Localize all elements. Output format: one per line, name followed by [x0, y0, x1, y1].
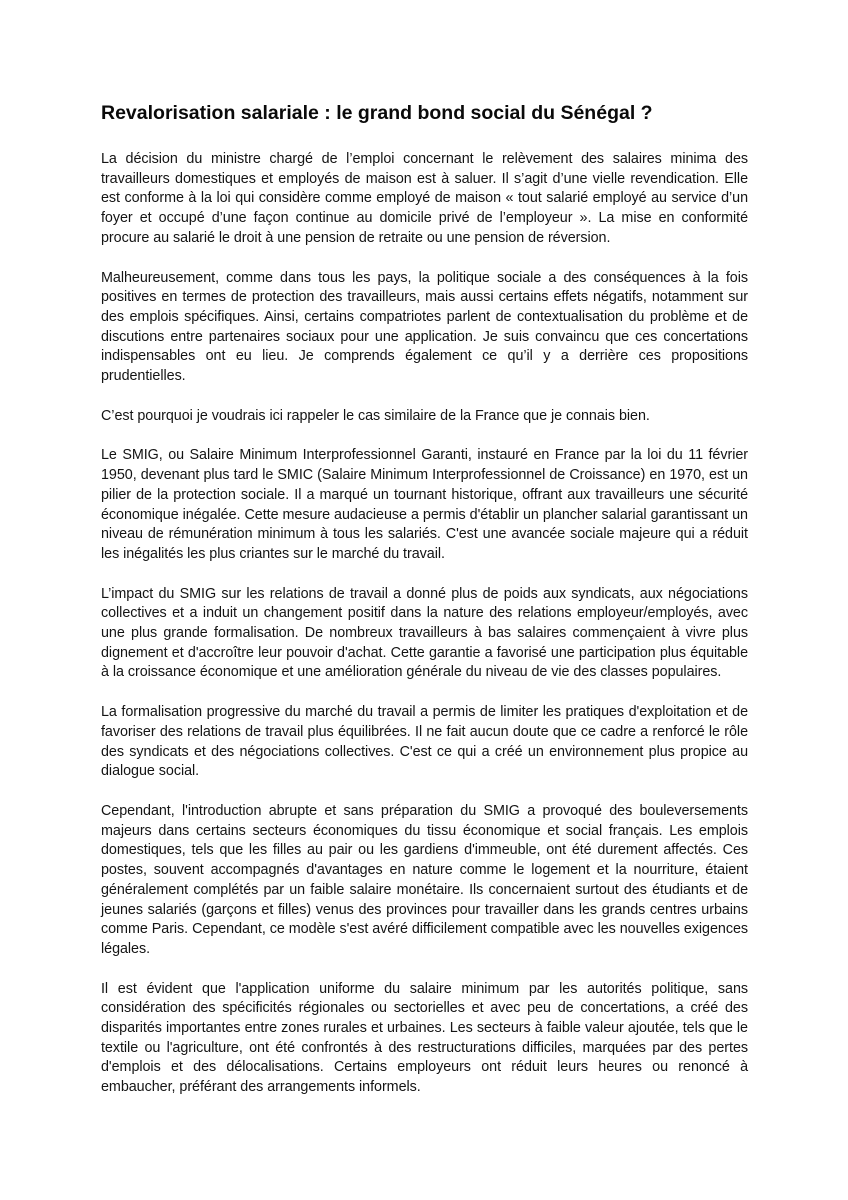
paragraph-6: La formalisation progressive du marché du travail a permis de limiter les pratiques d'exploitation et de favoriser des relations de travail plus équilibrées. Il ne fait aucun doute que ce cadre a renforcé le rôle des syndicats et des négociations collectives. C'est ce qui a créé un environnement plus propice au dialogue social. [101, 704, 748, 780]
paragraph-7: Cependant, l'introduction abrupte et sans préparation du SMIG a provoqué des bouleversements majeurs dans certains secteurs économiques du tissu économique et social français. Les emplois domestiques, tels que les filles au pair ou les gardiens d'immeuble, ont été durement affectés. Ces postes, souvent accompagnés d'avantages en nature comme le logement et la nourriture, étaient généralement complétés par un faible salaire monétaire. Ils concernaient surtout des étudiants et de jeunes salariés (garçons et filles) venus des provinces pour travailler dans les grands centres urbains comme Paris. Cependant, ce modèle s'est avéré difficilement compatible avec les nouvelles exigences légales. [101, 802, 748, 957]
paragraph-1: La décision du ministre chargé de l’emploi concernant le relèvement des salaires minima des travailleurs domestiques et employés de maison est à saluer. Il s’agit d’une vielle revendication. Elle est conforme à la loi qui considère comme employé de maison « tout salarié employé au service d’un foyer et occupé d’une façon continue au domicile privé de l’employeur ». La mise en conformité procure au salarié le droit à une pension de retraite ou une pension de réversion. [101, 151, 748, 246]
paragraph-2: Malheureusement, comme dans tous les pays, la politique sociale a des conséquences à la fois positives en termes de protection des travailleurs, mais aussi certains effets négatifs, notamment sur des emplois spécifiques. Ainsi, certains compatriotes parlent de contextualisation du problème et de discutions entre partenaires sociaux pour une application. Je suis convaincu que ces concertations indispensables ont eu lieu. Je comprends également ce qu’il y a derrière ces propositions prudentielles. [101, 269, 748, 385]
paragraph-5: L’impact du SMIG sur les relations de travail a donné plus de poids aux syndicats, aux négociations collectives et a induit un changement positif dans la nature des relations employeur/employés, avec une plus grande formalisation. De nombreux travailleurs à bas salaires commençaient à vivre plus dignement et d'accroître leur pouvoir d'achat. Cette garantie a favorisé une participation plus équitable à la croissance économique et une amélioration générale du niveau de vie des classes populaires. [101, 585, 748, 681]
paragraph-3: C’est pourquoi je voudrais ici rappeler le cas similaire de la France que je connais bien. [101, 407, 650, 424]
paragraph-8: Il est évident que l'application uniforme du salaire minimum par les autorités politique, sans considération des spécificités régionales ou sectorielles et avec peu de concertations, a créé des disparités importantes entre zones rurales et urbaines. Les secteurs à faible valeur ajoutée, tels que le textile ou l'agriculture, ont été confrontés à des restructurations difficiles, marquées par des pertes d'emplois et des délocalisations. Certains employeurs ont réduit leurs heures ou renoncé à embaucher, préférant des arrangements informels. [101, 980, 748, 1096]
document-title: Revalorisation salariale : le grand bond social du Sénégal ? [101, 102, 653, 124]
document-page [101, 100, 748, 1118]
paragraph-4: Le SMIG, ou Salaire Minimum Interprofessionnel Garanti, instauré en France par la loi du 11 février 1950, devenant plus tard le SMIC (Salaire Minimum Interprofessionnel de Croissance) en 1970, est un pilier de la protection sociale. Il a marqué un tournant historique, offrant aux travailleurs une sécurité économique inégalée. Cette mesure audacieuse a permis d'établir un plancher salarial garantissant un niveau de rémunération minimum à tous les salariés. C'est une avancée sociale majeure qui a réduit les inégalités les plus criantes sur le marché du travail. [101, 447, 748, 562]
